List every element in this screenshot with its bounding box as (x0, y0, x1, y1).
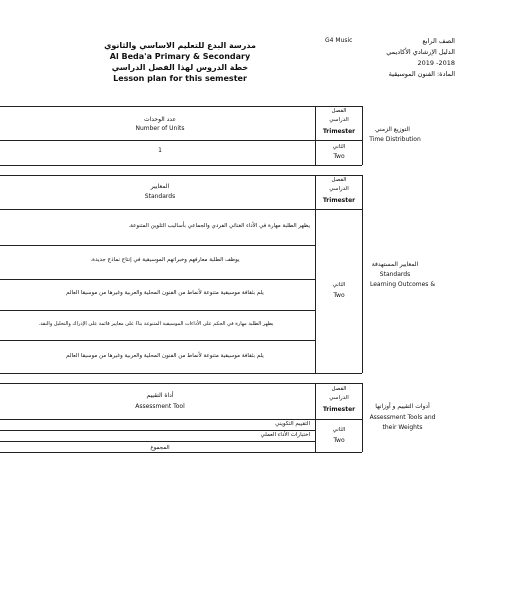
term-en: Two (333, 437, 345, 444)
assessment-header-ar: أداة التقييم (146, 392, 174, 399)
assessment-label-ar: أدوات التقييم و أوزانها (375, 403, 430, 410)
assessment-label-en-2: their Weights (382, 424, 423, 431)
trimester-header-ar-2: الدراسي (329, 395, 349, 401)
trimester-header-en: Trimester (322, 128, 356, 135)
grade-label: الصف الرابع (422, 37, 455, 45)
academic-year: 2019 -2018 (417, 59, 455, 67)
term-ar: الثاني (332, 282, 346, 288)
assessment-label-en-1: Assessment Tools and (369, 414, 436, 421)
standard-item: يظهر الطلبة مهارة في الأداء الغنائي الفردي والجماعي بأساليب التلوين المتنوعة. (128, 223, 310, 229)
trimester-header-en: Trimester (322, 406, 356, 413)
time-distribution-label-ar: التوزيع الزمني (375, 126, 410, 133)
assessment-tool: التقييم التكويني (275, 421, 310, 427)
standards-label-ar: المعايير المستهدفة (371, 261, 419, 268)
term-en: Two (333, 292, 345, 299)
guide-label: الدليل الإرشادي الأكاديمي (386, 48, 455, 56)
standard-item: يوظف الطلبة معارفهم وخبراتهم الموسيقية في إنتاج نماذج جديدة. (90, 257, 240, 263)
units-header-en: Number of Units (135, 125, 185, 132)
standards-label-en-1: Standards (379, 271, 411, 278)
term-ar: الثاني (332, 144, 346, 150)
course-code: G4 Music (325, 37, 353, 44)
trimester-header-en: Trimester (322, 197, 356, 204)
trimester-header-ar-1: الفصل (331, 386, 347, 392)
standard-item: يلم بثقافة موسيقية متنوعة لأنماط من الفنون المحلية والعربية وغيرها من موسيقا العالم (66, 353, 264, 359)
standards-header-en: Standards (144, 193, 176, 200)
units-header-ar: عدد الوحدات (143, 116, 177, 123)
trimester-header-ar-2: الدراسي (329, 117, 349, 123)
assessment-total: المجموع (150, 445, 170, 451)
units-value: 1 (158, 147, 162, 154)
standard-item: يلم بثقافة موسيقية متنوعة لأنماط من الفنون المحلية والعربية وغيرها من موسيقا العالم (66, 290, 264, 296)
term-ar: الثاني (332, 427, 346, 433)
trimester-header-ar-1: الفصل (331, 177, 347, 183)
assessment-tool: اختبارات الأداء العملي (260, 432, 310, 438)
time-distribution-label-en: Time Distribution (369, 136, 421, 143)
plan-title-en: Lesson plan for this semester (113, 74, 247, 83)
school-name-ar: مدرسة البدع للتعليم الاساسي والثانوي (104, 41, 256, 50)
standards-label-en-2: Learning Outcomes & (369, 281, 436, 288)
plan-title-ar: خطة الدروس لهذا الفصل الدراسي (111, 63, 249, 72)
school-name-en: Al Beda'a Primary & Secondary (109, 52, 251, 61)
trimester-header-ar-1: الفصل (331, 108, 347, 114)
standard-item: يظهر الطلبة مهارة في الحكم على الأداءات الموسيقية المتنوعة بناءً على معايير قائمة على الإدراك والتحليل والنقد. (38, 321, 274, 327)
term-en: Two (333, 153, 345, 160)
subject-label: المادة: الفنون الموسيقية (388, 70, 455, 78)
assessment-header-en: Assessment Tool (135, 403, 185, 410)
trimester-header-ar-2: الدراسي (329, 186, 349, 192)
standards-header-ar: المعايير (150, 183, 170, 190)
